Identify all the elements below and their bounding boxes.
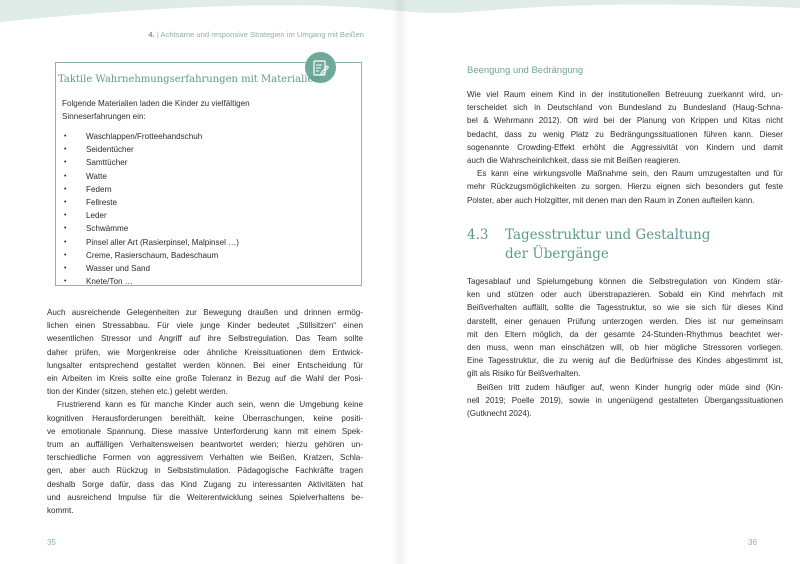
list-item: • Samttücher — [64, 156, 239, 169]
text-line: deshalb Sorge dafür, dass das Kind Zugang zu interessanten Aktivitäten hat — [47, 479, 363, 489]
body-text-left — [47, 306, 363, 517]
list-item: • Waschlappen/Frotteehandschuh — [64, 130, 239, 143]
materials-list — [64, 130, 239, 288]
text-line: lichen einen Stressabbau. Für viele junge Kinder bedeutet „Stillsitzen“ einen — [47, 321, 363, 331]
text-line: Beißverhalten auffällt, sollte die Tagesstruktur, so wie sie sich für dieses Kind — [467, 303, 783, 313]
text-line: gilt als Risiko für Beißverhalten. — [467, 369, 581, 379]
intro-line: Sinneserfahrungen ein: — [62, 112, 146, 122]
body-text-right-1 — [467, 88, 783, 207]
text-line: trum an auffälligen Verhaltensweisen beantwortet werden; hierzu gehören un- — [47, 440, 363, 450]
text-line: terscheidet sich in Deutschland von Bundesland zu Bundesland (Haug-Schna- — [467, 103, 783, 113]
text-line: tion der Kinder (sitzen, stehen etc.) gelebt werden. — [47, 387, 228, 397]
text-line: Es kann eine wirkungsvolle Maßnahme sein, den Raum umzugestalten und für — [477, 169, 783, 179]
intro-line: Folgende Materialien laden die Kinder zu vielfältigen — [62, 99, 250, 108]
text-line: (Gutknecht 2024). — [467, 409, 532, 419]
list-item: • Watte — [64, 170, 239, 183]
chapter-title: Achtsame und responsive Strategien im Umgang mit Beißen — [160, 30, 364, 39]
list-item: • Creme, Rasierschaum, Badeschaum — [64, 249, 239, 262]
text-line: darstellt, einer genauen Prüfung unterzogen werden. Dies ist nur gemeinsam — [467, 316, 783, 326]
text-line: gen, aber auch Rückzug in Selbststimulation. Pädagogische Fachkräfte tragen — [47, 466, 363, 476]
subheading: Beengung und Bedrängung — [467, 65, 584, 76]
box-intro — [62, 97, 322, 123]
text-line: kommt. — [47, 506, 74, 516]
text-line: daher prüfen, wie Morgenkreise oder ähnliche Kreissituationen dem Entwick- — [47, 347, 363, 357]
list-item: • Schwämme — [64, 222, 239, 235]
text-line: ein Arbeiten im Kreis sollte eine große Toleranz in Bezug auf die Wahl der Posi- — [47, 374, 363, 384]
text-line: Tagesablauf und Spielumgebung können die Selbstregulation von Kindern stär- — [467, 277, 783, 286]
text-line: auch die Wahrscheinlichkeit, dass sie mit Beißen reagieren. — [467, 156, 681, 166]
list-item: • Pinsel aller Art (Rasierpinsel, Malpinsel …) — [64, 236, 239, 249]
chapter-number: 4. — [148, 30, 155, 39]
list-item: • Federn — [64, 183, 239, 196]
section-title-line: der Übergänge — [505, 246, 609, 262]
text-line: Frustrierend kann es für manche Kinder auch sein, wenn die Umgebung keine — [57, 400, 363, 410]
list-item: • Seidentücher — [64, 143, 239, 156]
list-item: • Leder — [64, 209, 239, 222]
text-line: Auch ausreichende Gelegenheiten zur Bewegung draußen und drinnen ermög- — [47, 308, 363, 317]
text-line: bedacht, dass zu wenig Platz zu Bedrängungssituationen führen kann. Dieser — [467, 129, 783, 139]
right-page — [400, 0, 800, 564]
page-number-left: 35 — [47, 538, 56, 547]
text-line: Beißen tritt zudem häufiger auf, wenn Kinder hungrig oder müde sind (Kin- — [477, 382, 783, 392]
list-item: • Knete/Ton … — [64, 275, 239, 288]
text-line: bel & Wehrmann 2012). Oft wird bei der Planung von Krippen und Kitas nicht — [467, 116, 783, 126]
text-line: und ausreichend Impulse für die Weiterentwicklung seines Spielverhaltens be- — [47, 492, 363, 502]
text-line: ve emotionale Spannung. Diese massive Unterforderung kann mit einem Spek- — [47, 426, 363, 436]
text-line: nell 2019; Poelle 2019), sowie in ungenügend gestalteten Übergangssituationen — [467, 395, 783, 405]
body-text-right-2 — [467, 275, 783, 420]
section-title-line: Tagesstruktur und Gestaltung — [505, 227, 711, 243]
text-line: Polster, aber auch Holzgitter, mit denen man den Raum in Zonen aufteilen kann. — [467, 195, 755, 205]
box-title: Taktile Wahrnehmungserfahrungen mit Materialien — [58, 74, 320, 85]
section-number: 4.3 — [467, 227, 489, 243]
text-line: sogenannte Crowding-Effekt erhöht die Aggressivität von Kindern und damit — [467, 142, 783, 152]
text-line: den muss, wenn man einschätzen will, ob hier mögliche Stressoren vorliegen. — [467, 343, 783, 353]
text-line: mit den Eltern möglich, da der gesamte 24-Stunden-Rhythmus beachtet wer- — [467, 329, 783, 339]
list-item: • Wasser und Sand — [64, 262, 239, 275]
text-line: Eine Tagesstruktur, die zu wenig auf die Bedürfnisse des Kindes abgestimmt ist, — [467, 356, 783, 366]
text-line: mehr Rückzugsmöglichkeiten zu sorgen. Hierzu eignen sich besonders gut feste — [467, 182, 783, 192]
text-line: wesentlichen Stressor und Angriff auf ihre Selbstregulation. Das Team sollte — [47, 334, 363, 344]
running-header: 4. | Achtsame und responsive Strategien im Umgang mit Beißen — [148, 30, 364, 39]
list-item: • Fellreste — [64, 196, 239, 209]
text-line: kognitiven Herausforderungen bereithält, keine Überraschungen, keine positi- — [47, 413, 363, 423]
text-line: Wie viel Raum einem Kind in der institutionellen Betreuung zuerkannt wird, un- — [467, 90, 783, 99]
text-line: ken und stützen oder auch überstrapazieren. Sobald ein Kind mehrfach mit — [467, 290, 783, 300]
text-line: lungsalter entsprechend gestaltet werden können. Bei einer Entscheidung für — [47, 360, 363, 370]
section-heading — [467, 226, 710, 264]
page-number-right: 36 — [748, 538, 757, 547]
text-line: terschiedliche Formen von aggressivem Verhalten wie Beißen, Kratzen, Schla- — [47, 453, 363, 463]
